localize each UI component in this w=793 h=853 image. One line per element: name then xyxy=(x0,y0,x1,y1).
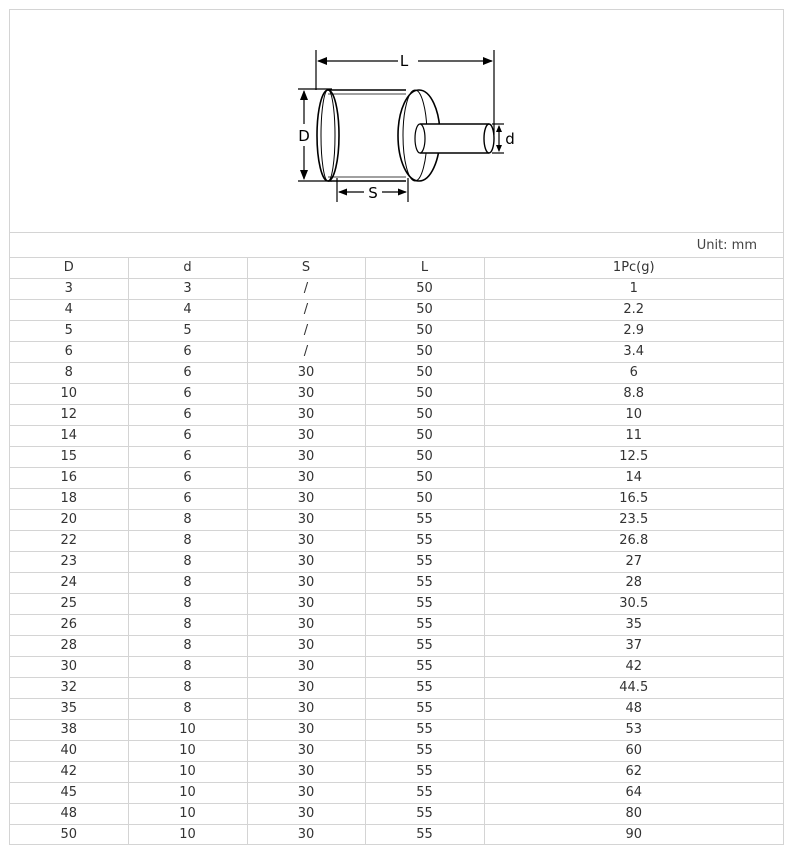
table-row xyxy=(10,531,783,552)
cell-D: 26 xyxy=(10,615,128,636)
cell-weight: 80 xyxy=(484,804,783,825)
cell-D: 40 xyxy=(10,741,128,762)
cell-D: 50 xyxy=(10,825,128,846)
cell-weight: 90 xyxy=(484,825,783,846)
table-row xyxy=(10,405,783,426)
cell-S: 30 xyxy=(247,363,365,384)
cell-L: 55 xyxy=(365,720,484,741)
cell-D: 48 xyxy=(10,804,128,825)
cell-weight: 62 xyxy=(484,762,783,783)
cell-d: 8 xyxy=(128,573,247,594)
cell-S: 30 xyxy=(247,741,365,762)
mounted-point-drawing xyxy=(10,10,783,232)
cell-d: 6 xyxy=(128,363,247,384)
cell-S: 30 xyxy=(247,615,365,636)
cell-d: 10 xyxy=(128,825,247,846)
cell-D: 15 xyxy=(10,447,128,468)
cell-S: 30 xyxy=(247,573,365,594)
cell-L: 50 xyxy=(365,279,484,300)
table-row xyxy=(10,762,783,783)
cell-D: 45 xyxy=(10,783,128,804)
cell-D: 24 xyxy=(10,573,128,594)
cell-S: 30 xyxy=(247,426,365,447)
cell-weight: 16.5 xyxy=(484,489,783,510)
unit-row xyxy=(10,232,783,257)
cell-S: 30 xyxy=(247,489,365,510)
table-row xyxy=(10,804,783,825)
table-row xyxy=(10,741,783,762)
cell-S: / xyxy=(247,300,365,321)
cell-D: 30 xyxy=(10,657,128,678)
table-row xyxy=(10,615,783,636)
cell-S: / xyxy=(247,321,365,342)
cell-weight: 26.8 xyxy=(484,531,783,552)
cell-L: 50 xyxy=(365,405,484,426)
cell-L: 55 xyxy=(365,531,484,552)
cell-L: 55 xyxy=(365,804,484,825)
table-row xyxy=(10,594,783,615)
cell-D: 5 xyxy=(10,321,128,342)
table-row xyxy=(10,825,783,846)
cell-D: 8 xyxy=(10,363,128,384)
cell-S: 30 xyxy=(247,447,365,468)
table-row xyxy=(10,363,783,384)
table-row xyxy=(10,279,783,300)
cell-d: 8 xyxy=(128,699,247,720)
cell-weight: 12.5 xyxy=(484,447,783,468)
cell-weight: 27 xyxy=(484,552,783,573)
cell-L: 50 xyxy=(365,426,484,447)
cell-L: 50 xyxy=(365,384,484,405)
cell-S: 30 xyxy=(247,720,365,741)
cell-D: 35 xyxy=(10,699,128,720)
cell-S: 30 xyxy=(247,825,365,846)
cell-weight: 44.5 xyxy=(484,678,783,699)
cell-weight: 8.8 xyxy=(484,384,783,405)
cell-S: 30 xyxy=(247,405,365,426)
cell-L: 55 xyxy=(365,615,484,636)
table-row xyxy=(10,300,783,321)
cell-S: 30 xyxy=(247,510,365,531)
cell-S: 30 xyxy=(247,552,365,573)
cell-weight: 53 xyxy=(484,720,783,741)
cell-d: 8 xyxy=(128,510,247,531)
table-row xyxy=(10,636,783,657)
cell-d: 4 xyxy=(128,300,247,321)
cell-d: 6 xyxy=(128,468,247,489)
cell-d: 6 xyxy=(128,489,247,510)
cell-S: 30 xyxy=(247,636,365,657)
cell-weight: 6 xyxy=(484,363,783,384)
cell-d: 6 xyxy=(128,447,247,468)
table-row xyxy=(10,342,783,363)
cell-S: 30 xyxy=(247,678,365,699)
cell-d: 8 xyxy=(128,657,247,678)
table-row xyxy=(10,783,783,804)
cell-L: 50 xyxy=(365,468,484,489)
cell-d: 5 xyxy=(128,321,247,342)
cell-weight: 48 xyxy=(484,699,783,720)
cell-L: 55 xyxy=(365,783,484,804)
cell-S: 30 xyxy=(247,531,365,552)
cell-weight: 37 xyxy=(484,636,783,657)
cell-d: 8 xyxy=(128,594,247,615)
cell-d: 8 xyxy=(128,615,247,636)
cell-weight: 11 xyxy=(484,426,783,447)
cell-D: 22 xyxy=(10,531,128,552)
table-row xyxy=(10,720,783,741)
cell-D: 18 xyxy=(10,489,128,510)
cell-weight: 60 xyxy=(484,741,783,762)
cell-L: 55 xyxy=(365,762,484,783)
cell-S: 30 xyxy=(247,699,365,720)
cell-weight: 64 xyxy=(484,783,783,804)
cell-D: 42 xyxy=(10,762,128,783)
cell-weight: 35 xyxy=(484,615,783,636)
table-row xyxy=(10,489,783,510)
table-row xyxy=(10,552,783,573)
header-L: L xyxy=(365,258,484,279)
cell-S: 30 xyxy=(247,783,365,804)
dimension-diagram xyxy=(10,10,783,232)
cell-d: 3 xyxy=(128,279,247,300)
header-S: S xyxy=(247,258,365,279)
cell-D: 14 xyxy=(10,426,128,447)
cell-L: 55 xyxy=(365,594,484,615)
header-weight: 1Pc(g) xyxy=(484,258,783,279)
cell-L: 50 xyxy=(365,447,484,468)
cell-S: 30 xyxy=(247,594,365,615)
cell-L: 50 xyxy=(365,300,484,321)
cell-weight: 30.5 xyxy=(484,594,783,615)
cell-S: / xyxy=(247,342,365,363)
cell-D: 38 xyxy=(10,720,128,741)
label-D: D xyxy=(298,127,310,145)
label-S: S xyxy=(368,184,378,202)
cell-d: 6 xyxy=(128,384,247,405)
cell-d: 10 xyxy=(128,741,247,762)
cell-D: 10 xyxy=(10,384,128,405)
cell-D: 23 xyxy=(10,552,128,573)
cell-D: 20 xyxy=(10,510,128,531)
cell-L: 50 xyxy=(365,321,484,342)
label-L: L xyxy=(399,52,409,70)
cell-S: 30 xyxy=(247,468,365,489)
cell-d: 6 xyxy=(128,342,247,363)
cell-d: 10 xyxy=(128,783,247,804)
table-row xyxy=(10,657,783,678)
cell-d: 8 xyxy=(128,531,247,552)
table-row xyxy=(10,468,783,489)
cell-L: 55 xyxy=(365,678,484,699)
cell-weight: 3.4 xyxy=(484,342,783,363)
table-row xyxy=(10,447,783,468)
cell-d: 8 xyxy=(128,552,247,573)
unit-label: Unit: mm xyxy=(696,238,757,253)
cell-L: 50 xyxy=(365,363,484,384)
cell-weight: 2.9 xyxy=(484,321,783,342)
cell-weight: 14 xyxy=(484,468,783,489)
cell-D: 4 xyxy=(10,300,128,321)
cell-S: 30 xyxy=(247,657,365,678)
table-row xyxy=(10,426,783,447)
cell-D: 32 xyxy=(10,678,128,699)
cell-S: 30 xyxy=(247,804,365,825)
table-row xyxy=(10,678,783,699)
cell-d: 10 xyxy=(128,804,247,825)
cell-L: 55 xyxy=(365,699,484,720)
cell-weight: 23.5 xyxy=(484,510,783,531)
label-d: d xyxy=(505,130,515,148)
cell-L: 55 xyxy=(365,741,484,762)
cell-L: 55 xyxy=(365,825,484,846)
cell-L: 55 xyxy=(365,573,484,594)
cell-L: 55 xyxy=(365,510,484,531)
cell-L: 50 xyxy=(365,342,484,363)
cell-weight: 1 xyxy=(484,279,783,300)
cell-d: 10 xyxy=(128,762,247,783)
table-row xyxy=(10,699,783,720)
cell-weight: 42 xyxy=(484,657,783,678)
header-D: D xyxy=(10,258,128,279)
header-d: d xyxy=(128,258,247,279)
table-row xyxy=(10,510,783,531)
table-row xyxy=(10,573,783,594)
table-row xyxy=(10,321,783,342)
spec-sheet xyxy=(9,9,784,845)
table-row xyxy=(10,384,783,405)
cell-d: 8 xyxy=(128,678,247,699)
cell-weight: 2.2 xyxy=(484,300,783,321)
cell-weight: 10 xyxy=(484,405,783,426)
cell-D: 6 xyxy=(10,342,128,363)
cell-D: 3 xyxy=(10,279,128,300)
cell-L: 50 xyxy=(365,489,484,510)
cell-S: 30 xyxy=(247,384,365,405)
cell-D: 16 xyxy=(10,468,128,489)
cell-L: 55 xyxy=(365,657,484,678)
spec-table xyxy=(10,257,783,845)
cell-L: 55 xyxy=(365,636,484,657)
cell-D: 28 xyxy=(10,636,128,657)
cell-S: / xyxy=(247,279,365,300)
cell-d: 6 xyxy=(128,405,247,426)
cell-d: 8 xyxy=(128,636,247,657)
cell-weight: 28 xyxy=(484,573,783,594)
cell-S: 30 xyxy=(247,762,365,783)
cell-d: 6 xyxy=(128,426,247,447)
cell-D: 12 xyxy=(10,405,128,426)
table-header-row xyxy=(10,258,783,279)
cell-d: 10 xyxy=(128,720,247,741)
cell-L: 55 xyxy=(365,552,484,573)
cell-D: 25 xyxy=(10,594,128,615)
